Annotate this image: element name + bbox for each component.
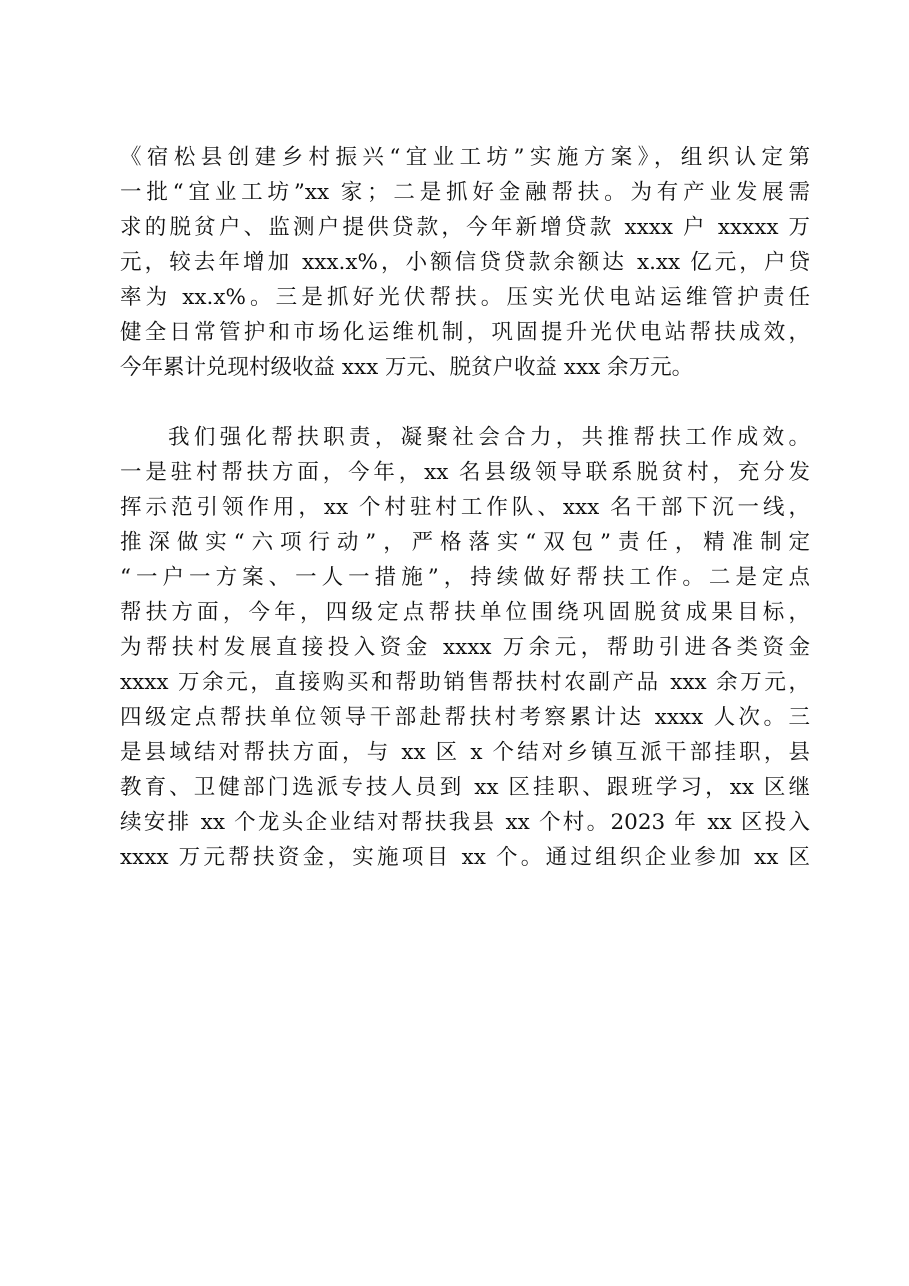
paragraph-line: 为帮扶村发展直接投入资金 xxxx 万余元，帮助引进各类资金 [120, 635, 810, 660]
paragraph-2 [120, 420, 810, 875]
paragraph-line: 一批“宜业工坊”xx 家；二是抓好金融帮扶。为有产业发展需 [120, 180, 810, 205]
paragraph-line: 一是驻村帮扶方面，今年，xx 名县级领导联系脱贫村，充分发 [120, 460, 810, 485]
paragraph-line: 求的脱贫户、监测户提供贷款，今年新增贷款 xxxx 户 xxxxx 万 [120, 215, 810, 240]
paragraph-line: 挥示范引领作用，xx 个村驻村工作队、xxx 名干部下沉一线， [120, 495, 810, 520]
paragraph-line: 率为 xx.x%。三是抓好光伏帮扶。压实光伏电站运维管护责任 [120, 285, 810, 310]
paragraph-line: 今年累计兑现村级收益 xxx 万元、脱贫户收益 xxx 余万元。 [120, 355, 694, 380]
paragraph-line: 教育、卫健部门选派专技人员到 xx 区挂职、跟班学习，xx 区继 [120, 775, 810, 800]
document-body [120, 140, 810, 875]
paragraph-line: “一户一方案、一人一措施”，持续做好帮扶工作。二是定点 [120, 565, 810, 590]
paragraph-line: xxxx 万余元，直接购买和帮助销售帮扶村农副产品 xxx 余万元， [120, 670, 810, 695]
paragraph-1 [120, 140, 810, 385]
paragraph-line: 是县域结对帮扶方面，与 xx 区 x 个结对乡镇互派干部挂职，县 [120, 740, 810, 765]
paragraph-spacing [120, 385, 810, 420]
paragraph-line: 健全日常管护和市场化运维机制，巩固提升光伏电站帮扶成效， [120, 320, 810, 345]
paragraph-line: 元，较去年增加 xxx.x%，小额信贷贷款余额达 x.xx 亿元，户贷 [120, 250, 810, 275]
paragraph-line: 推深做实“六项行动”，严格落实“双包”责任，精准制定 [120, 530, 810, 555]
paragraph-line: 续安排 xx 个龙头企业结对帮扶我县 xx 个村。2023 年 xx 区投入 [120, 810, 810, 835]
paragraph-line: xxxx 万元帮扶资金，实施项目 xx 个。通过组织企业参加 xx 区 [120, 845, 810, 870]
paragraph-line: 《宿松县创建乡村振兴“宜业工坊”实施方案》，组织认定第 [120, 145, 810, 170]
paragraph-line: 帮扶方面，今年，四级定点帮扶单位围绕巩固脱贫成果目标， [120, 600, 810, 625]
paragraph-line: 四级定点帮扶单位领导干部赴帮扶村考察累计达 xxxx 人次。三 [120, 705, 810, 730]
paragraph-line: 我们强化帮扶职责，凝聚社会合力，共推帮扶工作成效。 [168, 425, 810, 450]
